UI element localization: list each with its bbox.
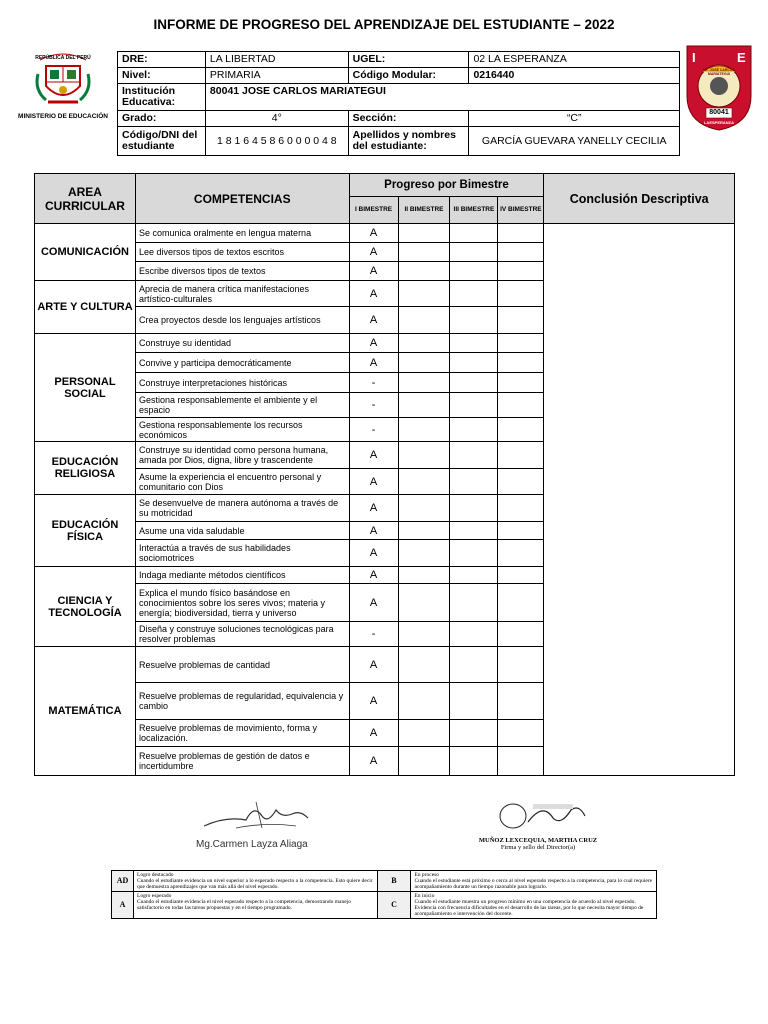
grade-b3 bbox=[450, 747, 498, 776]
grade-b4 bbox=[498, 622, 544, 647]
grade-b4 bbox=[498, 495, 544, 522]
grade-b1: A bbox=[349, 353, 398, 373]
grade-b1: A bbox=[349, 307, 398, 334]
grade-b2 bbox=[398, 495, 450, 522]
grade-b1: A bbox=[349, 683, 398, 720]
grade-b4 bbox=[498, 334, 544, 353]
codmod-label: Código Modular: bbox=[348, 68, 469, 84]
grade-b3 bbox=[450, 567, 498, 584]
competency-text: Crea proyectos desde los lenguajes artísticos bbox=[135, 307, 349, 334]
competency-text: Convive y participa democráticamente bbox=[135, 353, 349, 373]
ministry-logo bbox=[18, 52, 108, 122]
institution-label: Institución Educativa: bbox=[118, 84, 206, 111]
grade-b3 bbox=[450, 622, 498, 647]
ministry-top-text: REPÚBLICA DEL PERÚ bbox=[35, 55, 91, 61]
grade-b2 bbox=[398, 683, 450, 720]
legend-code: C bbox=[377, 892, 411, 919]
ugel-value: 02 LA ESPERANZA bbox=[469, 52, 680, 68]
report-title: INFORME DE PROGRESO DEL APRENDIZAJE DEL ESTUDIANTE – 2022 bbox=[153, 17, 615, 32]
grade-b1: - bbox=[349, 418, 398, 442]
legend-description bbox=[411, 892, 657, 919]
grade-b2 bbox=[398, 622, 450, 647]
student-info-table bbox=[117, 51, 680, 156]
student-name-label: Apellidos y nombres del estudiante: bbox=[348, 127, 469, 156]
competency-text: Resuelve problemas de movimiento, forma y localización. bbox=[135, 720, 349, 747]
grade-b2 bbox=[398, 353, 450, 373]
legend-text: Cuando el estudiante evidencia un nivel superior a lo esperado respecto a la competencia. Esto quiere decir que demuestra aprendizajes que van más allá del nivel esperado. bbox=[136, 878, 373, 890]
conclusion-cell bbox=[544, 224, 735, 776]
grade-b1: A bbox=[349, 281, 398, 307]
competency-text: Asume la experiencia el encuentro personal y comunitario con Dios bbox=[135, 469, 349, 495]
grade-b2 bbox=[398, 720, 450, 747]
grade-b2 bbox=[398, 567, 450, 584]
grade-b2 bbox=[398, 262, 450, 281]
nivel-value: PRIMARIA bbox=[205, 68, 348, 84]
grade-b3 bbox=[450, 647, 498, 683]
grade-b4 bbox=[498, 373, 544, 393]
grade-b1: A bbox=[349, 262, 398, 281]
grade-b1: - bbox=[349, 373, 398, 393]
legend-description bbox=[133, 871, 377, 892]
teacher-name: Mg.Carmen Layza Aliaga bbox=[196, 839, 308, 850]
grade-b1: A bbox=[349, 495, 398, 522]
grade-b3 bbox=[450, 224, 498, 243]
grade-b4 bbox=[498, 469, 544, 495]
grade-b2 bbox=[398, 584, 450, 622]
grado-value: 4° bbox=[205, 111, 348, 127]
legend-title: Logro destacado bbox=[136, 872, 174, 878]
grade-b2 bbox=[398, 540, 450, 567]
grade-b1: A bbox=[349, 747, 398, 776]
area-name: EDUCACIÓN FÍSICA bbox=[35, 495, 136, 567]
grade-b1: A bbox=[349, 469, 398, 495]
director-signature bbox=[458, 800, 618, 851]
grade-b2 bbox=[398, 469, 450, 495]
grade-b1: A bbox=[349, 522, 398, 540]
legend-text: Cuando el estudiante muestra un progreso mínimo en una competencia de acuerdo al nivel esperado. Evidencia con frecuencia dificultades en el desarrollo de las tareas, por lo que necesita mayor tiempo de acompañamiento e intervención del docente. bbox=[414, 899, 644, 917]
area-name: COMUNICACIÓN bbox=[35, 224, 136, 281]
legend-description bbox=[411, 871, 657, 892]
dre-label: DRE: bbox=[118, 52, 206, 68]
grade-b2 bbox=[398, 647, 450, 683]
grading-legend bbox=[111, 870, 657, 919]
competency-text: Escribe diversos tipos de textos bbox=[135, 262, 349, 281]
legend-code: AD bbox=[112, 871, 134, 892]
bimestre-1-header: I BIMESTRE bbox=[349, 197, 398, 224]
competency-text: Construye interpretaciones históricas bbox=[135, 373, 349, 393]
grade-b2 bbox=[398, 393, 450, 418]
grade-b3 bbox=[450, 442, 498, 469]
legend-title: En proceso bbox=[414, 872, 440, 878]
area-name: ARTE Y CULTURA bbox=[35, 281, 136, 334]
grade-b4 bbox=[498, 224, 544, 243]
grade-b4 bbox=[498, 647, 544, 683]
grade-b3 bbox=[450, 418, 498, 442]
grade-b1: A bbox=[349, 334, 398, 353]
grade-b2 bbox=[398, 281, 450, 307]
seccion-label: Sección: bbox=[348, 111, 469, 127]
director-name: MUÑOZ LEXCEQUIA, MARTHA CRUZ bbox=[478, 837, 598, 844]
grade-b1: A bbox=[349, 442, 398, 469]
legend-text: Cuando el estudiante evidencia el nivel esperado respecto a la competencia, demostrando manejo satisfactorio en todas las tareas propuestas y en el tiempo programado. bbox=[136, 899, 351, 911]
legend-description bbox=[133, 892, 377, 919]
grade-b3 bbox=[450, 540, 498, 567]
director-caption: Firma y sello del Director(a) bbox=[500, 844, 576, 851]
grade-b4 bbox=[498, 522, 544, 540]
grade-b3 bbox=[450, 353, 498, 373]
grado-label: Grado: bbox=[118, 111, 206, 127]
grade-b2 bbox=[398, 334, 450, 353]
grade-b4 bbox=[498, 683, 544, 720]
grade-b4 bbox=[498, 393, 544, 418]
grade-b3 bbox=[450, 522, 498, 540]
bimestre-3-header: III BIMESTRE bbox=[450, 197, 498, 224]
grade-b2 bbox=[398, 442, 450, 469]
legend-code: A bbox=[112, 892, 134, 919]
competency-text: Interactúa a través de sus habilidades sociomotrices bbox=[135, 540, 349, 567]
competency-text: Se comunica oralmente en lengua materna bbox=[135, 224, 349, 243]
grade-b4 bbox=[498, 281, 544, 307]
crest-number: 80041 bbox=[709, 109, 729, 116]
dre-value: LA LIBERTAD bbox=[205, 52, 348, 68]
grade-b3 bbox=[450, 243, 498, 262]
grade-b4 bbox=[498, 540, 544, 567]
grade-b4 bbox=[498, 243, 544, 262]
dni-value: 1 8 1 6 4 5 8 6 0 0 0 0 4 8 bbox=[205, 127, 348, 156]
area-name: CIENCIA Y TECNOLOGÍA bbox=[35, 567, 136, 647]
grade-b2 bbox=[398, 418, 450, 442]
area-name: MATEMÁTICA bbox=[35, 647, 136, 776]
school-crest bbox=[684, 44, 754, 132]
grade-b1: - bbox=[349, 622, 398, 647]
competency-text: Asume una vida saludable bbox=[135, 522, 349, 540]
crest-town: LAESPERANZA bbox=[703, 120, 734, 125]
grade-b4 bbox=[498, 353, 544, 373]
institution-value: 80041 JOSE CARLOS MARIATEGUI bbox=[205, 84, 679, 111]
grade-b2 bbox=[398, 522, 450, 540]
grade-b4 bbox=[498, 584, 544, 622]
teacher-signature-icon bbox=[196, 798, 316, 834]
dni-label: Código/DNI del estudiante bbox=[118, 127, 206, 156]
legend-title: Logro esperado bbox=[136, 893, 172, 899]
nivel-label: Nivel: bbox=[118, 68, 206, 84]
competency-text: Indaga mediante métodos científicos bbox=[135, 567, 349, 584]
competency-text: Resuelve problemas de regularidad, equivalencia y cambio bbox=[135, 683, 349, 720]
competency-text: Gestiona responsablemente los recursos económicos bbox=[135, 418, 349, 442]
grade-b2 bbox=[398, 747, 450, 776]
grade-b4 bbox=[498, 307, 544, 334]
legend-code: B bbox=[377, 871, 411, 892]
competency-text: Construye su identidad como persona humana, amada por Dios, digna, libre y trascendente bbox=[135, 442, 349, 469]
area-name: EDUCACIÓN RELIGIOSA bbox=[35, 442, 136, 495]
legend-row bbox=[112, 892, 657, 919]
grade-b3 bbox=[450, 262, 498, 281]
grade-b3 bbox=[450, 373, 498, 393]
seccion-value: “C” bbox=[469, 111, 680, 127]
grade-b1: - bbox=[349, 393, 398, 418]
grade-b4 bbox=[498, 442, 544, 469]
grade-b1: A bbox=[349, 224, 398, 243]
competency-text: Lee diversos tipos de textos escritos bbox=[135, 243, 349, 262]
grade-b1: A bbox=[349, 567, 398, 584]
crest-letter-e: E bbox=[737, 50, 746, 65]
crest-letter-i: I bbox=[692, 50, 696, 65]
grade-b1: A bbox=[349, 584, 398, 622]
grade-b4 bbox=[498, 418, 544, 442]
grade-b3 bbox=[450, 469, 498, 495]
grade-b2 bbox=[398, 224, 450, 243]
director-seal-icon bbox=[473, 800, 603, 832]
grade-b4 bbox=[498, 720, 544, 747]
bimestre-4-header: IV BIMESTRE bbox=[498, 197, 544, 224]
student-name-value: GARCÍA GUEVARA YANELLY CECILIA bbox=[469, 127, 680, 156]
competency-text: Resuelve problemas de gestión de datos e incertidumbre bbox=[135, 747, 349, 776]
grade-b1: A bbox=[349, 647, 398, 683]
grade-b3 bbox=[450, 683, 498, 720]
grade-b2 bbox=[398, 307, 450, 334]
area-header: AREA CURRICULAR bbox=[35, 174, 136, 224]
grades-table bbox=[34, 173, 735, 776]
competency-text: Resuelve problemas de cantidad bbox=[135, 647, 349, 683]
grade-b3 bbox=[450, 584, 498, 622]
ministry-name: MINISTERIO DE EDUCACIÓN bbox=[18, 113, 108, 120]
grade-b1: A bbox=[349, 243, 398, 262]
grade-b2 bbox=[398, 373, 450, 393]
bimestre-2-header: II BIMESTRE bbox=[398, 197, 450, 224]
competency-text: Diseña y construye soluciones tecnológicas para resolver problemas bbox=[135, 622, 349, 647]
competency-text: Explica el mundo físico basándose en conocimientos sobre los seres vivos; materia y energía; biodiversidad, tierra y universo bbox=[135, 584, 349, 622]
progreso-header: Progreso por Bimestre bbox=[349, 174, 544, 197]
conclusion-header: Conclusión Descriptiva bbox=[544, 174, 735, 224]
crest-ribbon: I.E. JOSÉ CARLOS MARIÁTEGUI bbox=[703, 68, 735, 76]
grade-b3 bbox=[450, 720, 498, 747]
grade-b2 bbox=[398, 243, 450, 262]
grade-b1: A bbox=[349, 540, 398, 567]
grade-b3 bbox=[450, 281, 498, 307]
codmod-value: 0216440 bbox=[469, 68, 680, 84]
ugel-label: UGEL: bbox=[348, 52, 469, 68]
grade-b3 bbox=[450, 393, 498, 418]
grade-b3 bbox=[450, 307, 498, 334]
competency-text: Gestiona responsablemente el ambiente y el espacio bbox=[135, 393, 349, 418]
grade-b3 bbox=[450, 495, 498, 522]
legend-text: Cuando el estudiante está próximo o cerca al nivel esperado respecto a la competencia, para lo cual requiere acompañamiento durante un tiempo razonable para lograrlo. bbox=[414, 878, 653, 890]
grade-b3 bbox=[450, 334, 498, 353]
grade-b4 bbox=[498, 567, 544, 584]
competency-text: Construye su identidad bbox=[135, 334, 349, 353]
legend-row bbox=[112, 871, 657, 892]
teacher-signature bbox=[196, 798, 316, 850]
competency-text: Se desenvuelve de manera autónoma a través de su motricidad bbox=[135, 495, 349, 522]
legend-title: En inicio bbox=[414, 893, 435, 899]
grade-b4 bbox=[498, 747, 544, 776]
area-name: PERSONAL SOCIAL bbox=[35, 334, 136, 442]
grade-b1: A bbox=[349, 720, 398, 747]
grade-b4 bbox=[498, 262, 544, 281]
table-row bbox=[35, 224, 735, 243]
competencias-header: COMPETENCIAS bbox=[135, 174, 349, 224]
competency-text: Aprecia de manera crítica manifestaciones artístico-culturales bbox=[135, 281, 349, 307]
